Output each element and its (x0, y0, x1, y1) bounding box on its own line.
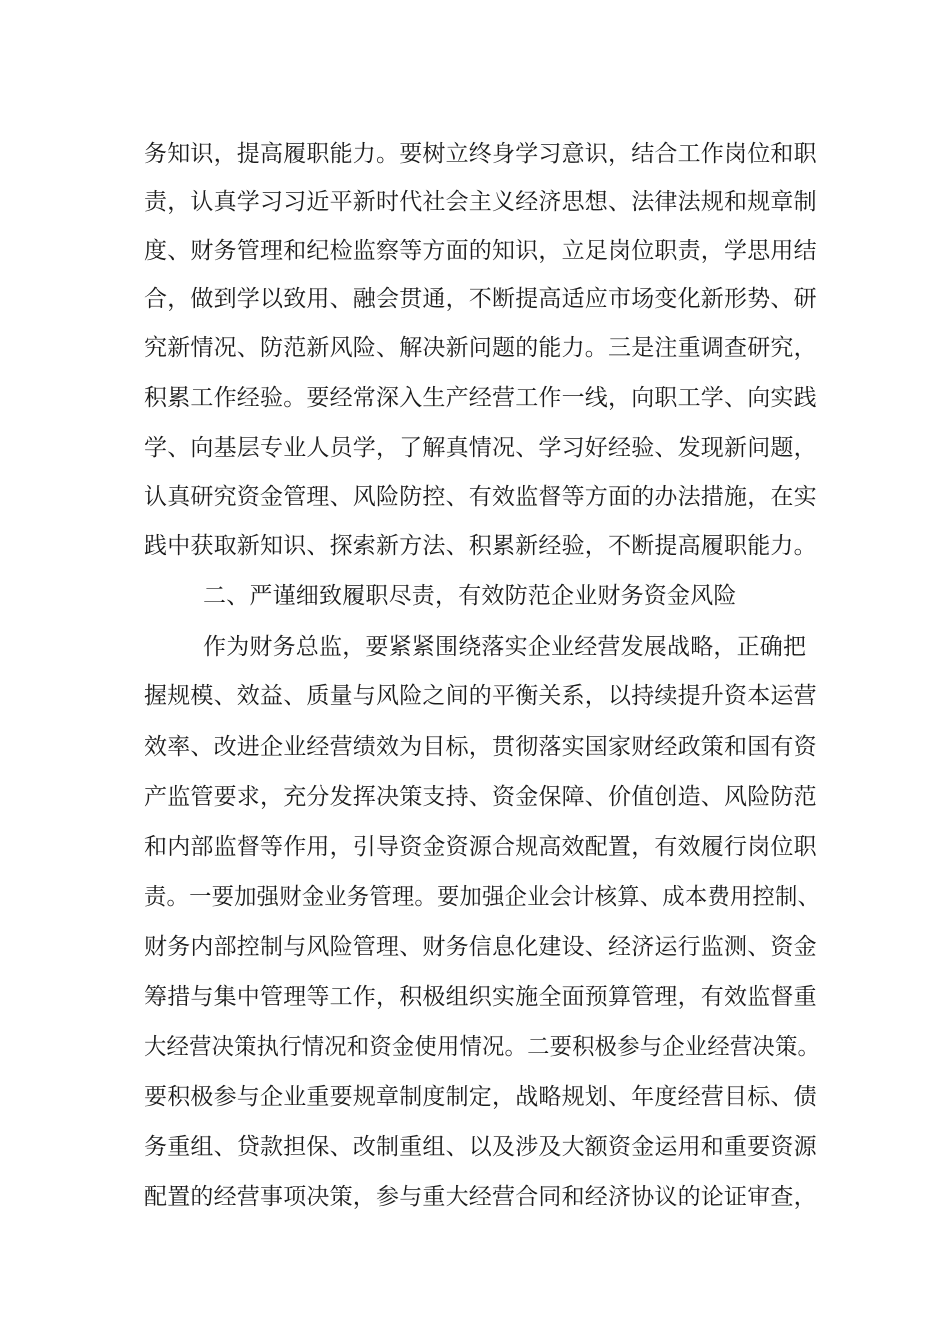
paragraph-line: 度、财务管理和纪检监察等方面的知识，立足岗位职责，学思用结 (144, 238, 817, 264)
paragraph-line: 务重组、贷款担保、改制重组、以及涉及大额资金运用和重要资源 (144, 1134, 817, 1160)
paragraph-line: 效率、改进企业经营绩效为目标，贯彻落实国家财经政策和国有资 (144, 734, 817, 760)
paragraph-line: 认真研究资金管理、风险防控、有效监督等方面的办法措施，在实 (144, 484, 817, 510)
section-heading: 二、严谨细致履职尽责，有效防范企业财务资金风险 (203, 583, 737, 609)
paragraph-line: 握规模、效益、质量与风险之间的平衡关系，以持续提升资本运营 (144, 683, 817, 709)
paragraph-line: 积累工作经验。要经常深入生产经营工作一线，向职工学、向实践 (144, 385, 817, 411)
paragraph-line: 合，做到学以致用、融会贯通，不断提高适应市场变化新形势、研 (144, 286, 817, 312)
paragraph-line: 财务内部控制与风险管理、财务信息化建设、经济运行监测、资金 (144, 934, 817, 960)
paragraph-line: 产监管要求，充分发挥决策支持、资金保障、价值创造、风险防范 (144, 784, 817, 810)
paragraph-line: 务知识，提高履职能力。要树立终身学习意识，结合工作岗位和职 (144, 141, 817, 167)
paragraph-line: 究新情况、防范新风险、解决新问题的能力。三是注重调查研究， (144, 335, 817, 361)
paragraph-first-line: 作为财务总监，要紧紧围绕落实企业经营发展战略，正确把 (203, 634, 807, 660)
paragraph-line: 学、向基层专业人员学，了解真情况、学习好经验、发现新问题， (144, 435, 817, 461)
paragraph-line: 要积极参与企业重要规章制度制定，战略规划、年度经营目标、债 (144, 1084, 817, 1110)
paragraph-line: 大经营决策执行情况和资金使用情况。二要积极参与企业经营决策。 (144, 1034, 821, 1060)
paragraph-line: 责，认真学习习近平新时代社会主义经济思想、法律法规和规章制 (144, 189, 817, 215)
paragraph-line: 配置的经营事项决策，参与重大经营合同和经济协议的论证审查， (144, 1184, 817, 1210)
paragraph-line: 筹措与集中管理等工作，积极组织实施全面预算管理，有效监督重 (144, 984, 817, 1010)
paragraph-line: 责。一要加强财金业务管理。要加强企业会计核算、成本费用控制、 (144, 884, 821, 910)
paragraph-line: 践中获取新知识、探索新方法、积累新经验，不断提高履职能力。 (144, 533, 817, 559)
paragraph-line: 和内部监督等作用，引导资金资源合规高效配置，有效履行岗位职 (144, 834, 817, 860)
